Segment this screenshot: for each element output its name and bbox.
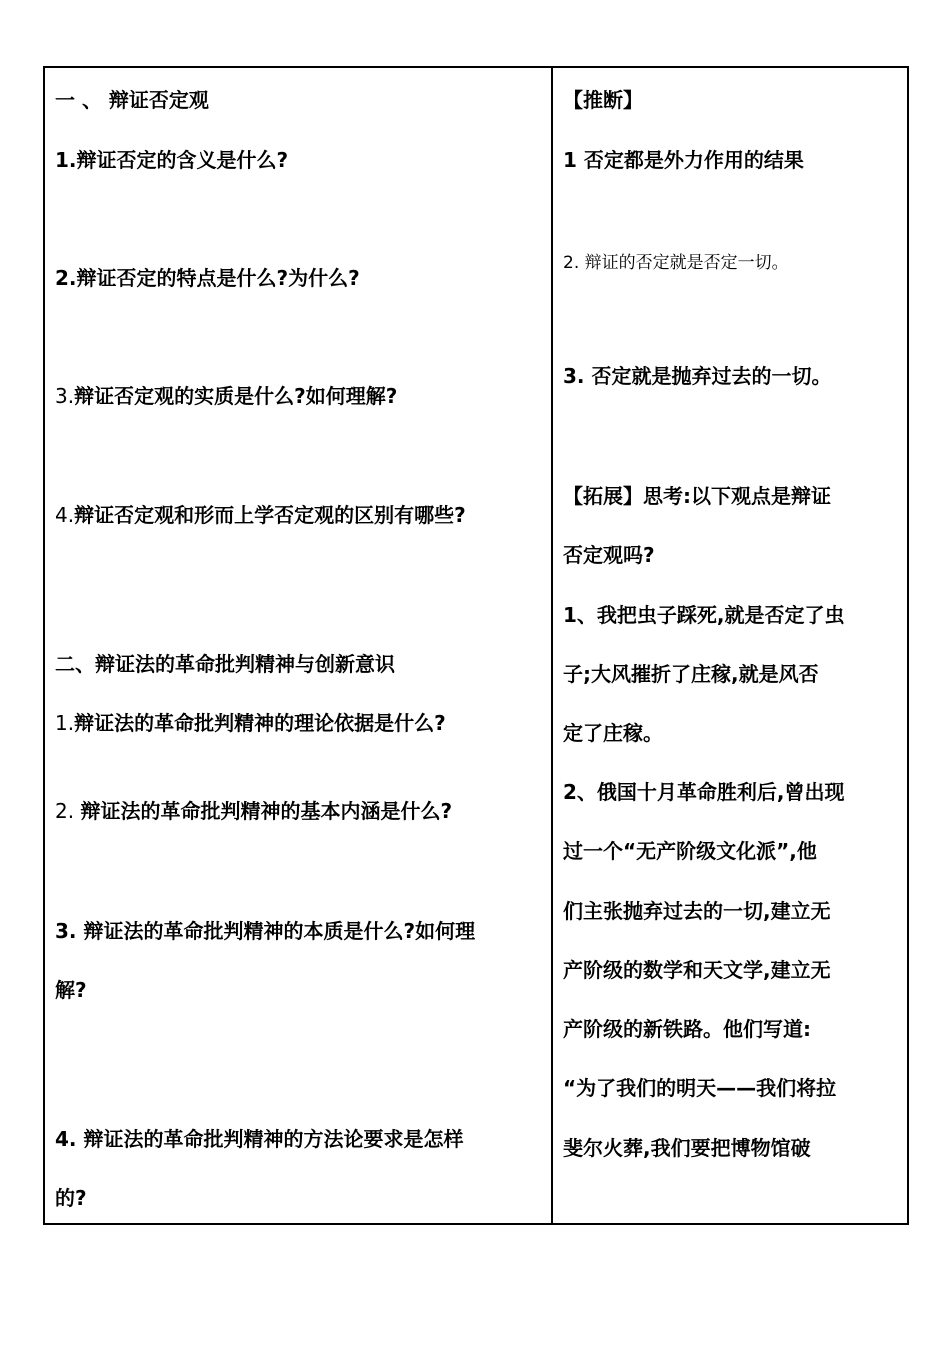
expand-title-line1: 【拓展】思考:以下观点是辩证: [563, 484, 831, 508]
example-1-line1: 1、我把虫子踩死,就是否定了虫: [563, 603, 845, 627]
question-4-text: 辩证否定观和形而上学否定观的区别有哪些?: [74, 503, 466, 527]
section2-question-4-line2: 的?: [55, 1186, 87, 1210]
example-1-line3: 定了庄稼。: [563, 721, 663, 745]
section1-title: 一 、 辩证否定观: [55, 88, 209, 112]
example-2-line2: 过一个“无产阶级文化派”,他: [563, 839, 817, 863]
section2-question-1-number: 1.: [55, 711, 75, 735]
section2-title: 二、辩证法的革命批判精神与创新意识: [55, 652, 395, 676]
example-2-line6: “为了我们的明天——我们将拉: [563, 1076, 837, 1100]
section2-question-2: [55, 796, 452, 826]
section2-question-3-line2: 解?: [55, 978, 87, 1002]
example-2-line1: 2、俄国十月革命胜利后,曾出现: [563, 780, 845, 804]
left-column: [45, 68, 551, 1223]
question-3-text: 辩证否定观的实质是什么?如何理解?: [74, 384, 398, 408]
question-4: [55, 500, 466, 530]
section2-question-1: [55, 708, 446, 738]
example-2-line7: 斐尔火葬,我们要把博物馆破: [563, 1136, 811, 1160]
section2-question-2-text: 辩证法的革命批判精神的基本内涵是什么?: [80, 799, 453, 823]
section2-question-3-line1: 3. 辩证法的革命批判精神的本质是什么?如何理: [55, 919, 476, 943]
example-2-line4: 产阶级的数学和天文学,建立无: [563, 958, 831, 982]
question-3: [55, 381, 397, 411]
worksheet-table: [43, 66, 909, 1225]
section2-question-2-number: 2.: [55, 799, 81, 823]
right-column: [553, 68, 907, 1223]
question-2: 2.辩证否定的特点是什么?为什么?: [55, 266, 360, 290]
judge-item-1: 1 否定都是外力作用的结果: [563, 148, 804, 172]
example-2-line5: 产阶级的新铁路。他们写道:: [563, 1017, 811, 1041]
judge-item-2: 2. 辩证的否定就是否定一切。: [563, 253, 789, 273]
question-3-number: 3.: [55, 384, 75, 408]
section2-question-4-line1: 4. 辩证法的革命批判精神的方法论要求是怎样: [55, 1127, 464, 1151]
question-4-number: 4.: [55, 503, 75, 527]
expand-title-line2: 否定观吗?: [563, 543, 655, 567]
judge-title: 【推断】: [563, 88, 643, 112]
section2-question-1-text: 辩证法的革命批判精神的理论依据是什么?: [74, 711, 446, 735]
example-1-line2: 子;大风摧折了庄稼,就是风否: [563, 662, 819, 686]
question-1: 1.辩证否定的含义是什么?: [55, 148, 289, 172]
judge-item-3: 3. 否定就是抛弃过去的一切。: [563, 364, 832, 388]
example-2-line3: 们主张抛弃过去的一切,建立无: [563, 899, 831, 923]
